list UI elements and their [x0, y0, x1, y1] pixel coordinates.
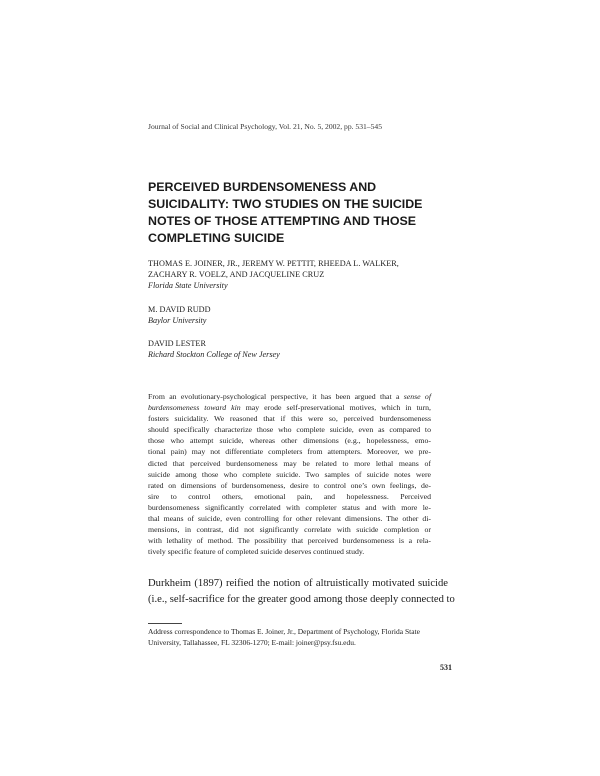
article-title [148, 179, 468, 247]
abstract-line: with lethality of method. The possibility that perceived burdensomeness is a rela- [148, 536, 431, 546]
journal-citation: Journal of Social and Clinical Psychology, Vol. 21, No. 5, 2002, pp. 531–545 [148, 122, 382, 131]
author-names: DAVID LESTER [148, 339, 206, 348]
abstract-line: rated on dimensions of burdensomeness, desire to control one’s own feelings, de- [148, 480, 431, 490]
correspondence-footnote [148, 627, 448, 648]
abstract-line: those who attempt suicide, whereas other dimensions (e.g., hopelessness, emo- [148, 436, 431, 446]
title-line: SUICIDALITY: TWO STUDIES ON THE SUICIDE [148, 197, 423, 211]
footnote-line: Address correspondence to Thomas E. Joiner, Jr., Department of Psychology, Florida State [148, 627, 420, 636]
author-group-baylor [148, 304, 448, 326]
author-affiliation: Florida State University [148, 281, 228, 290]
body-paragraph [148, 576, 455, 607]
abstract-line: tively specific feature of completed suicide deserves continued study. [148, 547, 365, 557]
author-group-fsu [148, 258, 448, 291]
abstract-line: thal means of suicide, even controlling for other relevant dimensions. The other di- [148, 514, 431, 524]
body-line: Durkheim (1897) reified the notion of altruistically motivated suicide [148, 578, 448, 589]
author-affiliation: Richard Stockton College of New Jersey [148, 350, 280, 359]
abstract [148, 391, 431, 557]
title-line: COMPLETING SUICIDE [148, 231, 285, 245]
abstract-line: should specifically characterize those who complete suicide, even as compared to [148, 425, 431, 435]
title-line: PERCEIVED BURDENSOMENESS AND [148, 180, 377, 194]
author-names: ZACHARY R. VOELZ, AND JACQUELINE CRUZ [148, 270, 325, 279]
abstract-line: burdensomeness significantly correlated with completer status and with more le- [148, 502, 431, 512]
abstract-line: burdensomeness toward kin may erode self-preservational motives, which in turn, [148, 403, 431, 413]
abstract-line: From an evolutionary-psychological perspective, it has been argued that a sense of [148, 392, 431, 401]
title-line: NOTES OF THOSE ATTEMPTING AND THOSE [148, 214, 417, 228]
abstract-line: fosters suicidality. We reasoned that if this were so, perceived burdensomeness [148, 414, 431, 424]
author-names: M. DAVID RUDD [148, 305, 211, 314]
footnote-divider [148, 623, 182, 624]
footnote-line: University, Tallahassee, FL 32306-1270; E-mail: joiner@psy.fsu.edu. [148, 637, 356, 647]
abstract-line: tional pain) may not differentiate completers from attempters. Moreover, we pre- [148, 447, 431, 457]
abstract-line: mensions, in contrast, did not significantly correlate with suicide completion or [148, 525, 431, 535]
author-names: THOMAS E. JOINER, JR., JEREMY W. PETTIT, RHEEDA L. WALKER, [148, 259, 399, 268]
author-group-stockton [148, 338, 448, 360]
page-number: 531 [440, 663, 452, 672]
abstract-line: sire to control others, emotional pain, and hopelessness. Perceived [148, 491, 431, 501]
abstract-line: dicted that perceived burdensomeness may be related to more lethal means of [148, 458, 431, 468]
abstract-line: suicide among those who complete suicide. Two samples of suicide notes were [148, 469, 431, 479]
author-affiliation: Baylor University [148, 316, 207, 325]
body-line: (i.e., self-sacrifice for the greater good among those deeply connected to [148, 593, 455, 605]
